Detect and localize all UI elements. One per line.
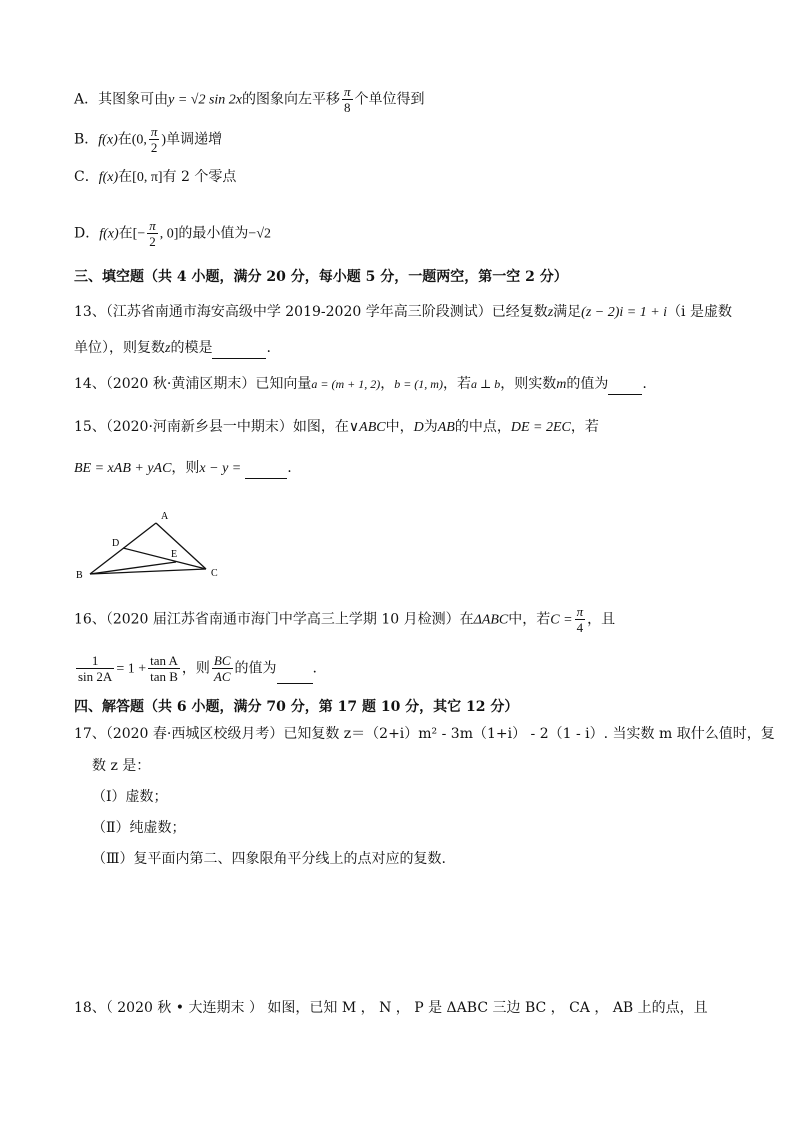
option-c: C．f(x)在[0, π]有 2 个零点 bbox=[74, 169, 237, 185]
question-13-equation: (z − 2)i = 1 + i bbox=[581, 305, 668, 320]
section-4-heading: 四、解答题（共 6 小题，满分 70 分，第 17 题 10 分，其它 12 分） bbox=[74, 699, 519, 715]
question-17-part-i: （Ⅰ）虚数； bbox=[92, 789, 168, 805]
vector-a: a = (m + 1, 2) bbox=[311, 377, 381, 391]
fraction-tana-tanb: $\frac{\text{tan A}}{\text{tan B}}$ bbox=[150, 653, 178, 684]
option-a-mid: 的图象向左平移 bbox=[242, 91, 341, 108]
vector-b: b = (1, m) bbox=[394, 377, 443, 391]
vector-equation-1: DE = 2EC bbox=[510, 420, 571, 435]
label-e: E bbox=[171, 549, 178, 560]
label-d: D bbox=[112, 538, 120, 549]
option-d-func: f(x) bbox=[99, 226, 119, 242]
triangle-figure bbox=[72, 506, 232, 586]
answer-blank[interactable] bbox=[212, 344, 266, 359]
option-b-fraction: $\frac{\pi}{2}$ bbox=[150, 124, 158, 155]
option-b: B．f(x)在(0, $\frac{\pi}{2}$ )单调递增 bbox=[74, 124, 223, 155]
answer-blank[interactable] bbox=[608, 380, 642, 395]
question-16-line1: 16、（2020 届江苏省南通市海门中学高三上学期 10 月检测）在ΔABC中，若C = $\frac{\pi}{4}$ ，且 bbox=[74, 604, 616, 635]
section-3-heading: 三、填空题（共 4 小题，满分 20 分，每小题 5 分，一题两空，第一空 2 分） bbox=[74, 269, 568, 285]
question-16-line2: $\frac{1}{\sin 2A}$ = 1 + $\frac{\text{tan A}}{\text{tan B}}$ ，则 $\frac{BC}{AC}$ 的值为 . bbox=[78, 653, 317, 684]
question-17-part-ii: （Ⅱ）纯虚数； bbox=[92, 820, 186, 836]
option-a-prefix: A．其图象可由 bbox=[74, 91, 169, 108]
answer-blank[interactable] bbox=[277, 669, 313, 684]
option-b-func: f(x) bbox=[98, 132, 118, 148]
question-17-part-iii: （Ⅲ）复平面内第二、四象限角平分线上的点对应的复数. bbox=[92, 851, 446, 867]
vector-equation-2: BE = xAB + yAC bbox=[74, 461, 172, 476]
label-c: C bbox=[211, 568, 218, 579]
question-14: 14、（2020 秋·黄浦区期末）已知向量a = (m + 1, 2)，b = (1, m)，若a ⊥ b，则实数m的值为 . bbox=[74, 374, 647, 395]
question-17-line2: 数 z 是： bbox=[92, 758, 151, 774]
option-d-value: −√2 bbox=[248, 226, 272, 242]
option-c-func: f(x) bbox=[98, 170, 119, 185]
question-15-line1: 15、（2020·河南新乡县一中期末）如图，在∨ABC中，D为AB的中点，DE = 2EC，若 bbox=[74, 419, 599, 435]
option-a-func: y = √2 sin 2x bbox=[168, 92, 243, 108]
question-13-line1: 13、（江苏省南通市海安高级中学 2019-2020 学年高三阶段测试）已经复数z满足(z − 2)i = 1 + i（i 是虚数 bbox=[74, 304, 732, 320]
segment-dc bbox=[123, 548, 206, 569]
option-d: D．f(x)在[− $\frac{\pi}{2}$ , 0]的最小值为−√2 bbox=[74, 218, 272, 249]
option-a bbox=[74, 84, 425, 115]
label-b: B bbox=[76, 570, 83, 581]
fraction-bc-ac: $\frac{BC}{AC}$ bbox=[213, 653, 231, 684]
answer-blank[interactable] bbox=[245, 464, 287, 479]
option-a-suffix: 个单位得到 bbox=[354, 91, 425, 108]
angle-c-fraction: $\frac{\pi}{4}$ bbox=[576, 604, 584, 635]
label-a: A bbox=[161, 511, 169, 522]
question-18-line1: 18、（ 2020 秋 • 大连期末 ） 如图，已知 M ， N ， P 是 ΔABC 三边 BC ， CA ， AB 上的点，且 bbox=[74, 1000, 708, 1016]
fraction-1-over-sin2a: $\frac{1}{\sin 2A}$ bbox=[78, 653, 113, 684]
option-d-fraction: $\frac{\pi}{2}$ bbox=[149, 218, 156, 249]
option-a-fraction: $\frac{\pi}{8}$ bbox=[344, 84, 351, 115]
question-13-line2: 单位），则复数z的模是 . bbox=[74, 338, 271, 359]
question-17-line1: 17、（2020 春·西城区校级月考）已知复数 z＝（2+i）m² - 3m（1+i） - 2（1 - i）. 当实数 m 取什么值时，复 bbox=[74, 726, 775, 742]
question-15-line2: BE = xAB + yAC，则x − y = . bbox=[74, 458, 292, 479]
